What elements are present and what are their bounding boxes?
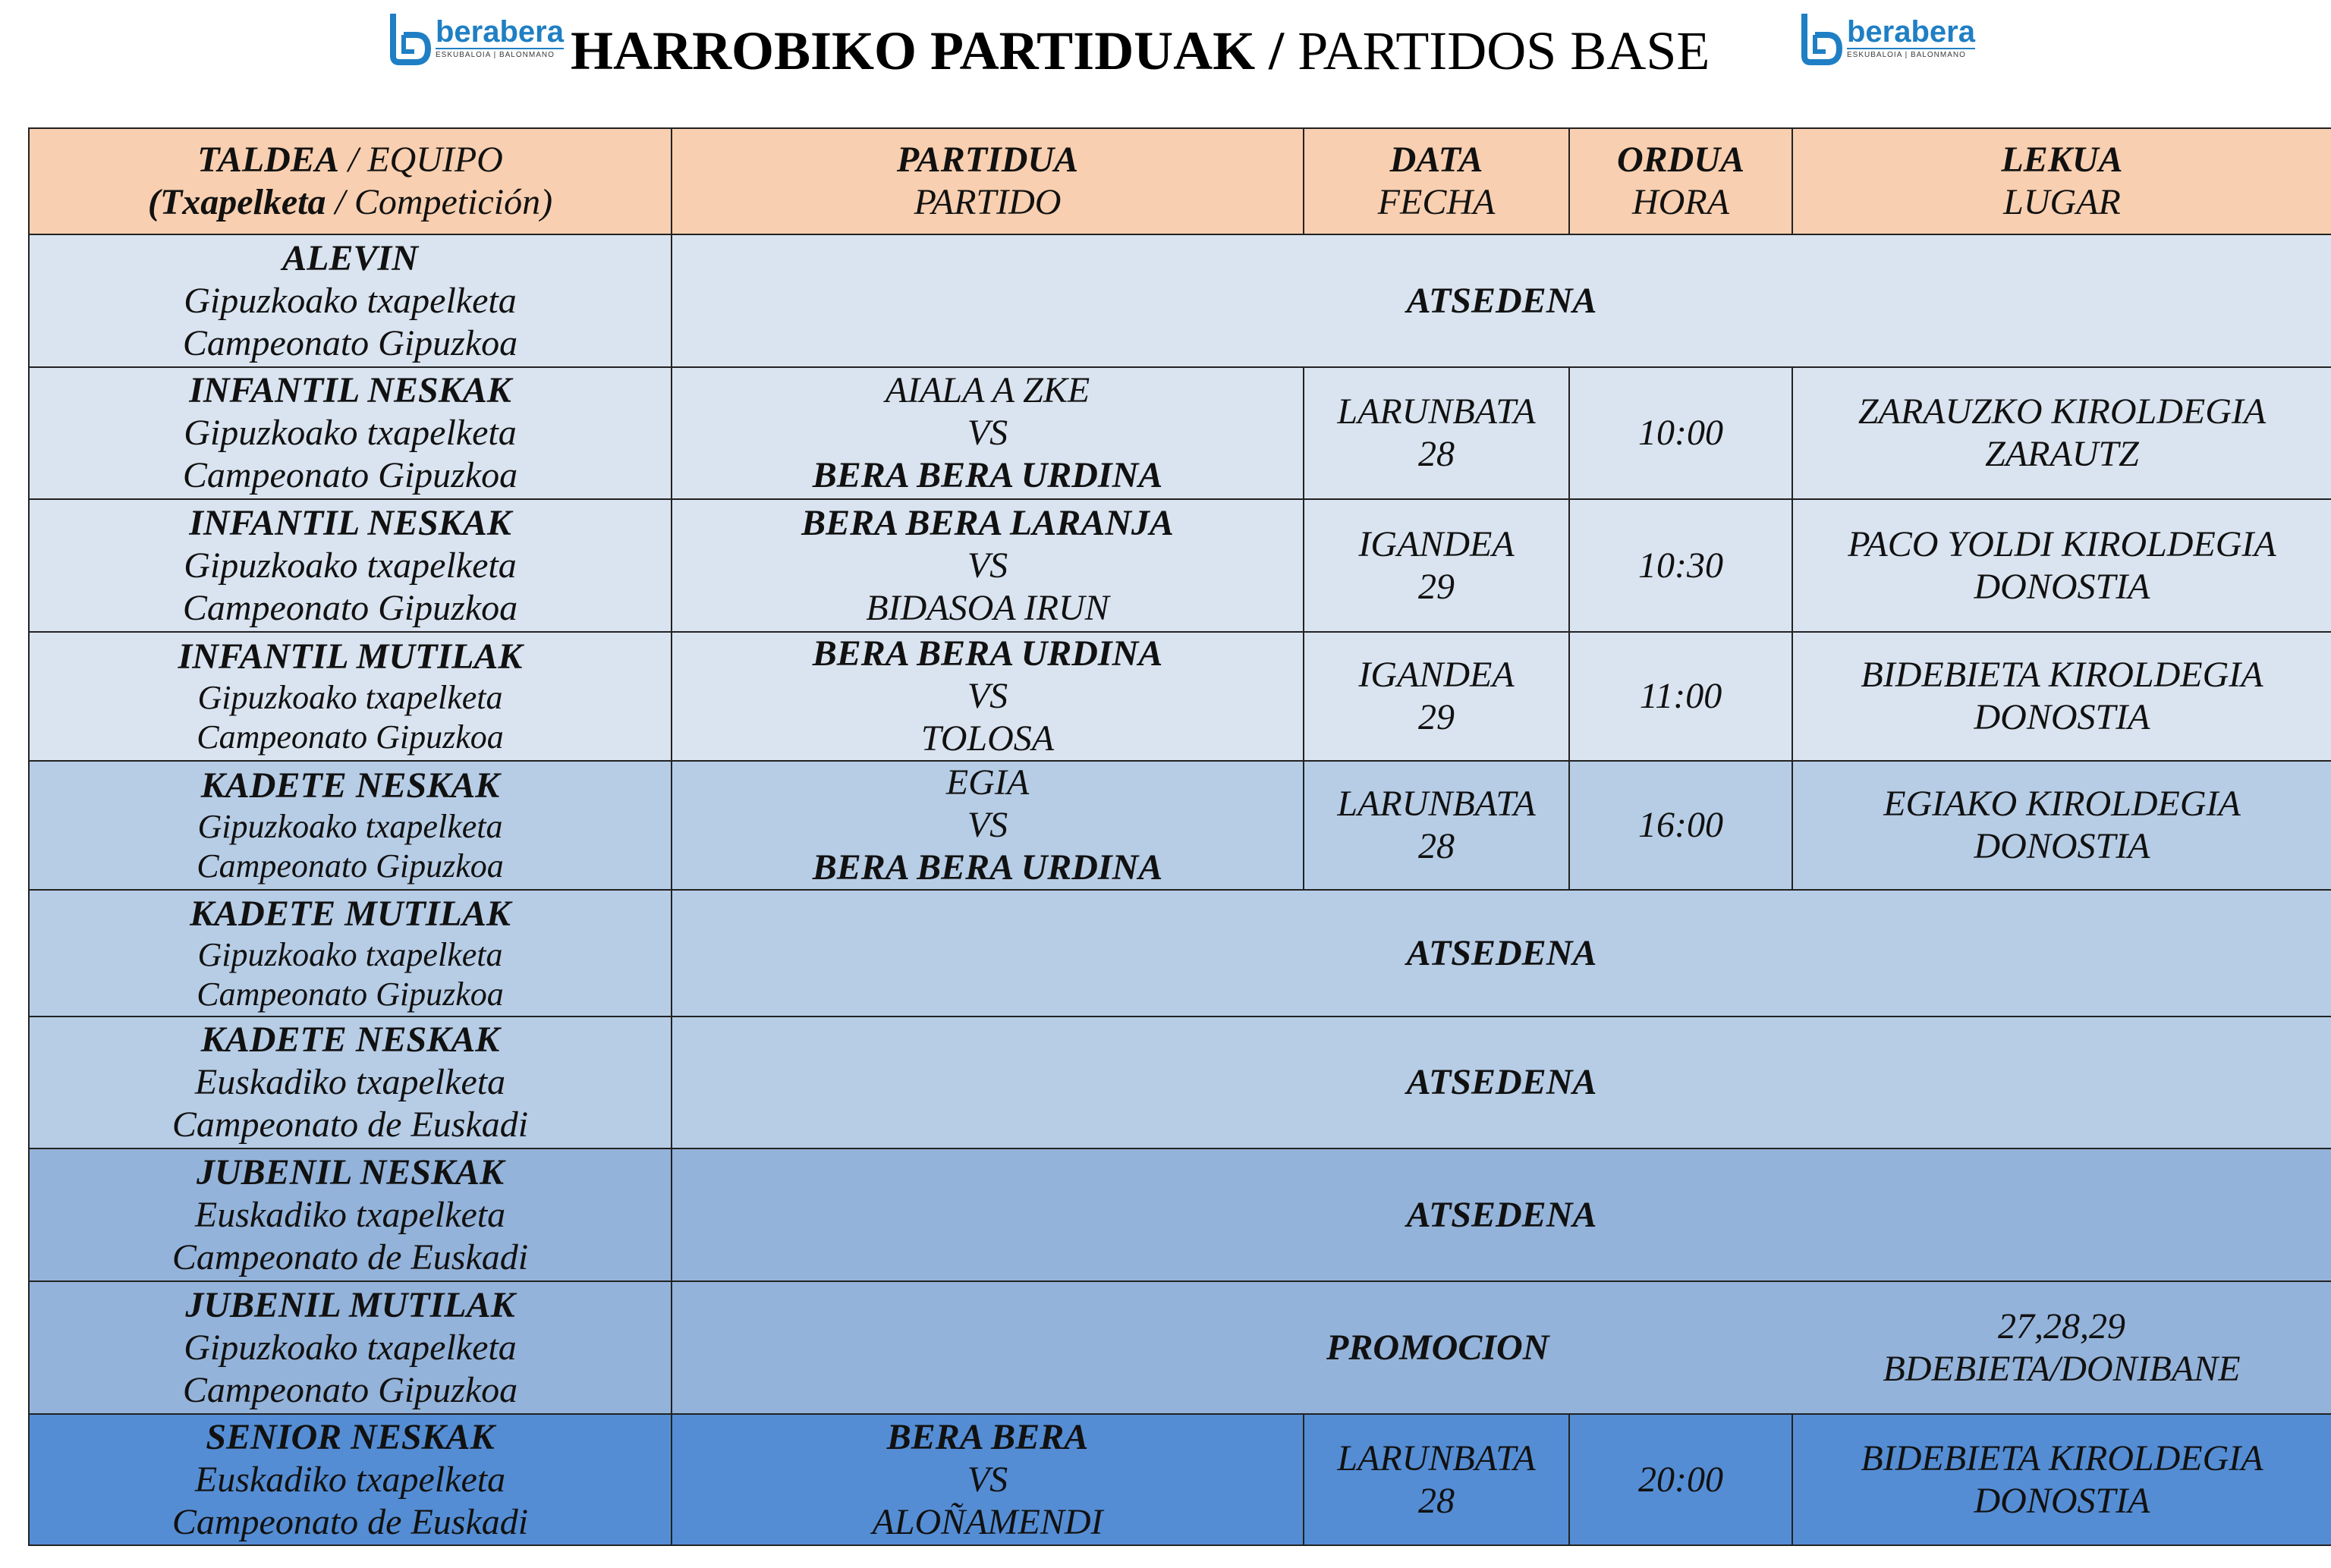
place-cell: 27,28,29 BDEBIETA/DONIBANE <box>1792 1281 2331 1414</box>
col-header-team: TALDEA / EQUIPO (Txapelketa / Competición) <box>29 128 672 234</box>
time-cell: 16:00 <box>1569 761 1792 890</box>
match-cell <box>672 1281 1304 1414</box>
rest-status: ATSEDENA <box>672 234 2331 367</box>
team-cell: ALEVIN Gipuzkoako txapelketa Campeonato Gipuzkoa <box>29 234 672 367</box>
place-cell: EGIAKO KIROLDEGIA DONOSTIA <box>1792 761 2331 890</box>
col-header-time: ORDUA HORA <box>1569 128 1792 234</box>
team-cell: INFANTIL NESKAK Gipuzkoako txapelketa Campeonato Gipuzkoa <box>29 367 672 499</box>
match-cell: BERA BERA LARANJA VS BIDASOA IRUN <box>672 499 1304 632</box>
rest-status: ATSEDENA <box>672 1017 2331 1149</box>
berabera-logo-icon <box>1800 11 1842 65</box>
table-row <box>29 1414 2331 1545</box>
logo-text: berabera <box>1847 15 1975 49</box>
page-title <box>571 17 1710 85</box>
berabera-logo-icon <box>388 11 431 65</box>
time-cell: 10:00 <box>1569 367 1792 499</box>
place-cell: ZARAUZKO KIROLDEGIA ZARAUTZ <box>1792 367 2331 499</box>
team-cell: KADETE NESKAK Euskadiko txapelketa Campeonato de Euskadi <box>29 1017 672 1149</box>
team-cell: JUBENIL MUTILAK Gipuzkoako txapelketa Campeonato Gipuzkoa <box>29 1281 672 1414</box>
col-header-date: DATA FECHA <box>1304 128 1569 234</box>
logo-subtitle: ESKUBALOIA | BALONMANO <box>1847 48 1975 60</box>
time-cell: 20:00 <box>1569 1414 1792 1545</box>
table-row <box>29 1149 2331 1281</box>
team-cell: KADETE NESKAK Gipuzkoako txapelketa Campeonato Gipuzkoa <box>29 761 672 890</box>
berabera-logo <box>1800 11 1975 65</box>
match-cell: AIALA A ZKE VS BERA BERA URDINA <box>672 367 1304 499</box>
title-basque: HARROBIKO PARTIDUAK / <box>571 20 1285 81</box>
place-cell: BIDEBIETA KIROLDEGIA DONOSTIA <box>1792 632 2331 761</box>
table-row <box>29 234 2331 367</box>
page-header <box>0 0 2331 114</box>
team-cell: JUBENIL NESKAK Euskadiko txapelketa Campeonato de Euskadi <box>29 1149 672 1281</box>
rest-status: ATSEDENA <box>672 1149 2331 1281</box>
rest-status: ATSEDENA <box>672 890 2331 1017</box>
table-row <box>29 632 2331 761</box>
table-header-row <box>29 128 2331 234</box>
date-cell: LARUNBATA 28 <box>1304 367 1569 499</box>
logo-subtitle: ESKUBALOIA | BALONMANO <box>436 48 564 60</box>
schedule-table <box>28 127 2331 1546</box>
team-cell: INFANTIL MUTILAK Gipuzkoako txapelketa Campeonato Gipuzkoa <box>29 632 672 761</box>
promotion-status: PROMOCION <box>1304 1281 1792 1414</box>
time-cell: 11:00 <box>1569 632 1792 761</box>
date-cell: LARUNBATA 28 <box>1304 761 1569 890</box>
match-cell: EGIA VS BERA BERA URDINA <box>672 761 1304 890</box>
col-header-place: LEKUA LUGAR <box>1792 128 2331 234</box>
date-cell: IGANDEA 29 <box>1304 499 1569 632</box>
logo-text: berabera <box>436 15 564 49</box>
time-cell: 10:30 <box>1569 499 1792 632</box>
place-cell: BIDEBIETA KIROLDEGIA DONOSTIA <box>1792 1414 2331 1545</box>
table-row <box>29 761 2331 890</box>
col-header-match: PARTIDUA PARTIDO <box>672 128 1304 234</box>
match-cell: BERA BERA URDINA VS TOLOSA <box>672 632 1304 761</box>
place-cell: PACO YOLDI KIROLDEGIA DONOSTIA <box>1792 499 2331 632</box>
table-row <box>29 1281 2331 1414</box>
match-cell: BERA BERA VS ALOÑAMENDI <box>672 1414 1304 1545</box>
table-row <box>29 890 2331 1017</box>
team-cell: INFANTIL NESKAK Gipuzkoako txapelketa Campeonato Gipuzkoa <box>29 499 672 632</box>
date-cell: LARUNBATA 28 <box>1304 1414 1569 1545</box>
table-row <box>29 367 2331 499</box>
table-row <box>29 499 2331 632</box>
team-cell: KADETE MUTILAK Gipuzkoako txapelketa Campeonato Gipuzkoa <box>29 890 672 1017</box>
team-cell: SENIOR NESKAK Euskadiko txapelketa Campeonato de Euskadi <box>29 1414 672 1545</box>
date-cell: IGANDEA 29 <box>1304 632 1569 761</box>
berabera-logo <box>388 11 564 65</box>
title-spanish: PARTIDOS BASE <box>1284 20 1710 81</box>
table-row <box>29 1017 2331 1149</box>
